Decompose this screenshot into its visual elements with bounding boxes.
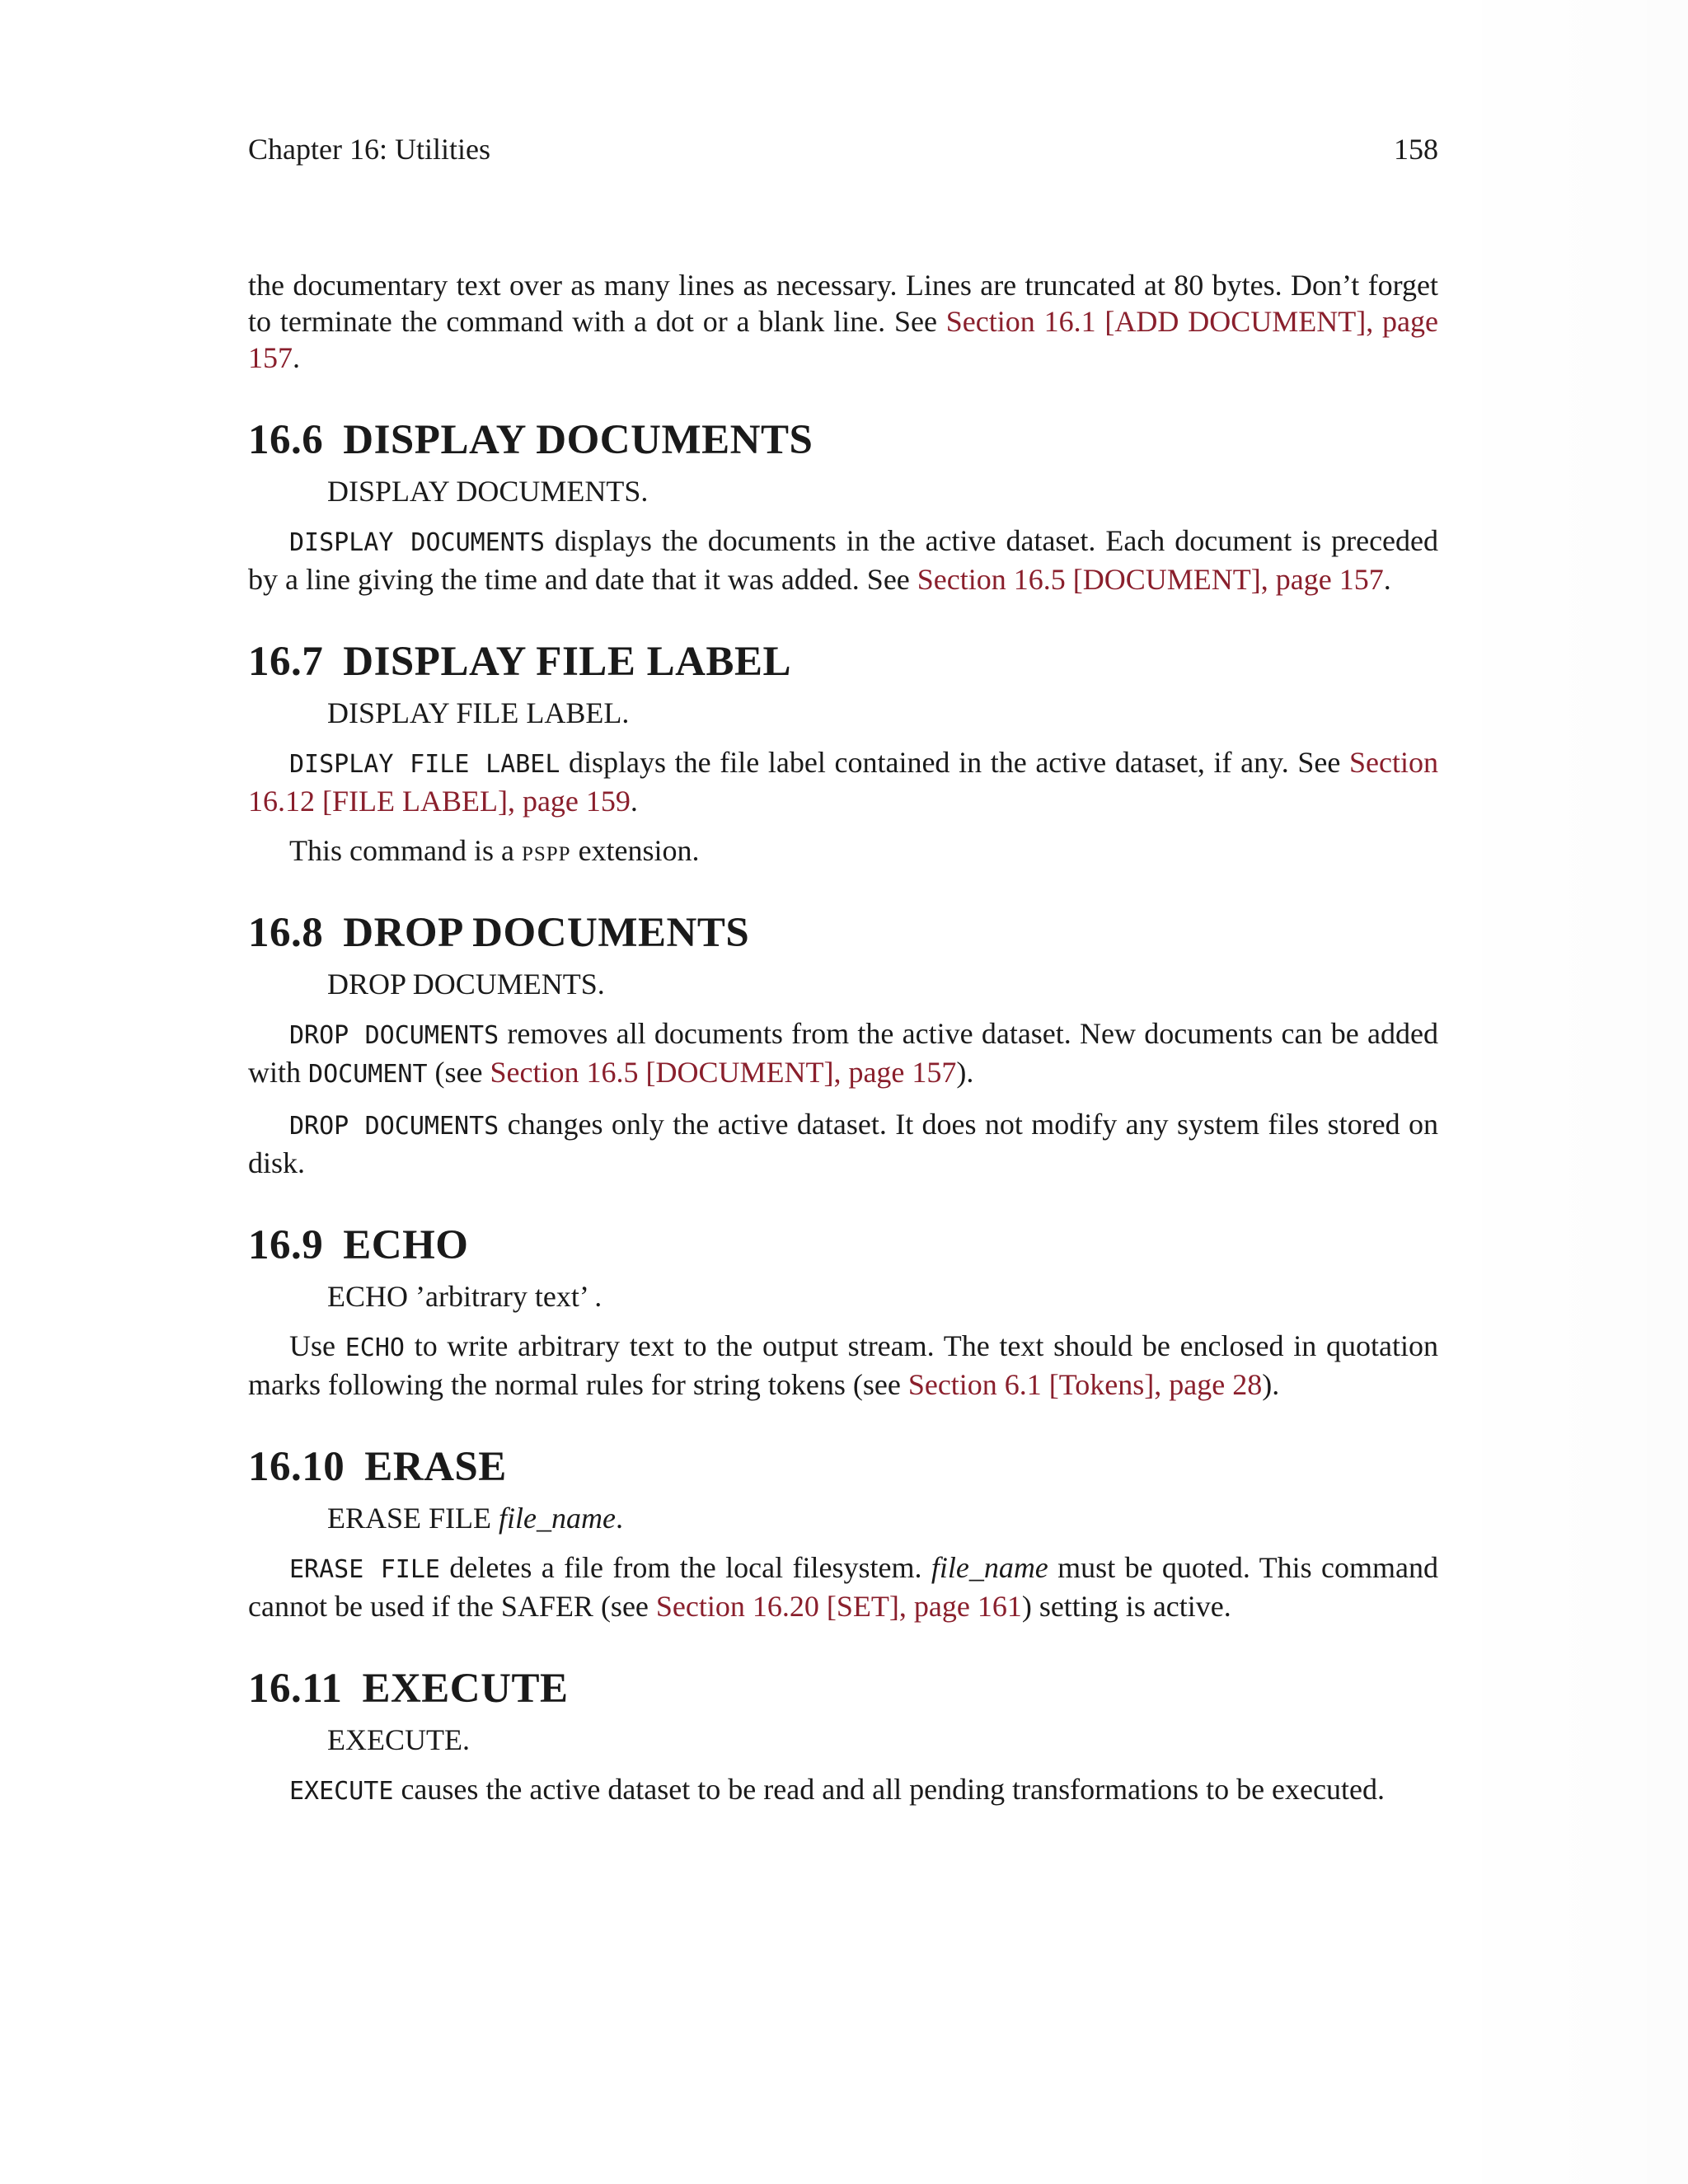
xref-set[interactable]: Section 16.20 [SET], page 161: [655, 1590, 1022, 1623]
code: ERASE FILE: [289, 1555, 440, 1584]
section-heading-16-9: 16.9 ECHO: [248, 1222, 469, 1268]
syntax-display-file-label: DISPLAY FILE LABEL.: [327, 696, 630, 729]
running-header: [248, 132, 1438, 166]
xref-add-document[interactable]: Section 16.1 [ADD DOCUMENT], page 157: [248, 305, 1439, 374]
code: DISPLAY FILE LABEL: [289, 750, 560, 779]
section-heading-16-7: 16.7 DISPLAY FILE LABEL: [248, 639, 791, 685]
section-heading-16-6: 16.6 DISPLAY DOCUMENTS: [248, 417, 814, 463]
paragraph-execute: EXECUTE causes the active dataset to be read and all pending transformations to be executed.: [289, 1773, 1385, 1806]
code: DISPLAY DOCUMENTS: [289, 528, 545, 557]
code: ECHO: [345, 1333, 405, 1362]
page-number: 158: [1394, 133, 1438, 166]
paragraph-drop-documents: DROP DOCUMENTS removes all documents from the active dataset. New documents can be added with DOCUMENT (see Section 16.5 [DOCUMENT], page 157).: [248, 1017, 1438, 1089]
paragraph-drop-documents-2: DROP DOCUMENTS changes only the active dataset. It does not modify any system files stored on disk.: [248, 1108, 1438, 1179]
chapter-title: Chapter 16: Utilities: [248, 133, 490, 166]
xref-file-label[interactable]: Section 16.12 [FILE LABEL], page 159: [248, 746, 1438, 818]
paragraph-display-documents: DISPLAY DOCUMENTS displays the documents in the active dataset. Each document is preceded by a line giving the time and date that it was added. See Section 16.5 [DOCUMENT], page 157.: [248, 524, 1439, 596]
syntax-execute: EXECUTE.: [327, 1723, 470, 1756]
intro-paragraph: the documentary text over as many lines as necessary. Lines are truncated at 80 bytes. Don’t forget to terminate the command with a dot or a blank line. See Section 16.1 [ADD DOCUMENT], page 157.: [248, 269, 1439, 374]
code: EXECUTE: [289, 1777, 394, 1806]
code: DROP DOCUMENTS: [289, 1112, 499, 1141]
page-shading: [1441, 0, 1688, 2184]
paragraph-erase: ERASE FILE deletes a file from the local filesystem. file_name must be quoted. This command cannot be used if the SAFER (see Section 16.20 [SET], page 161) setting is active.: [248, 1551, 1438, 1623]
xref-document[interactable]: Section 16.5 [DOCUMENT], page 157: [490, 1056, 957, 1089]
page-body: [248, 267, 1438, 1810]
code: DROP DOCUMENTS: [289, 1021, 499, 1050]
xref-document[interactable]: Section 16.5 [DOCUMENT], page 157: [917, 563, 1384, 596]
section-heading-16-10: 16.10 ERASE: [248, 1444, 507, 1490]
syntax-drop-documents: DROP DOCUMENTS.: [327, 968, 605, 1001]
xref-tokens[interactable]: Section 6.1 [Tokens], page 28: [907, 1368, 1263, 1401]
syntax-display-documents: DISPLAY DOCUMENTS.: [327, 475, 649, 508]
syntax-erase: ERASE FILE file_name.: [327, 1502, 623, 1535]
syntax-echo: ECHO ’arbitrary text’ .: [327, 1280, 603, 1313]
paragraph-echo: Use ECHO to write arbitrary text to the output stream. The text should be enclosed in quotation marks following the normal rules for string tokens (see Section 6.1 [Tokens], page 28).: [248, 1329, 1438, 1401]
code: DOCUMENT: [308, 1060, 428, 1089]
paragraph-display-file-label: DISPLAY FILE LABEL displays the file label contained in the active dataset, if any. See Section 16.12 [FILE LABEL], page 159.: [248, 746, 1438, 818]
paragraph-pspp-extension: This command is a pspp extension.: [289, 834, 700, 867]
section-heading-16-8: 16.8 DROP DOCUMENTS: [248, 910, 750, 956]
section-heading-16-11: 16.11 EXECUTE: [248, 1666, 569, 1712]
